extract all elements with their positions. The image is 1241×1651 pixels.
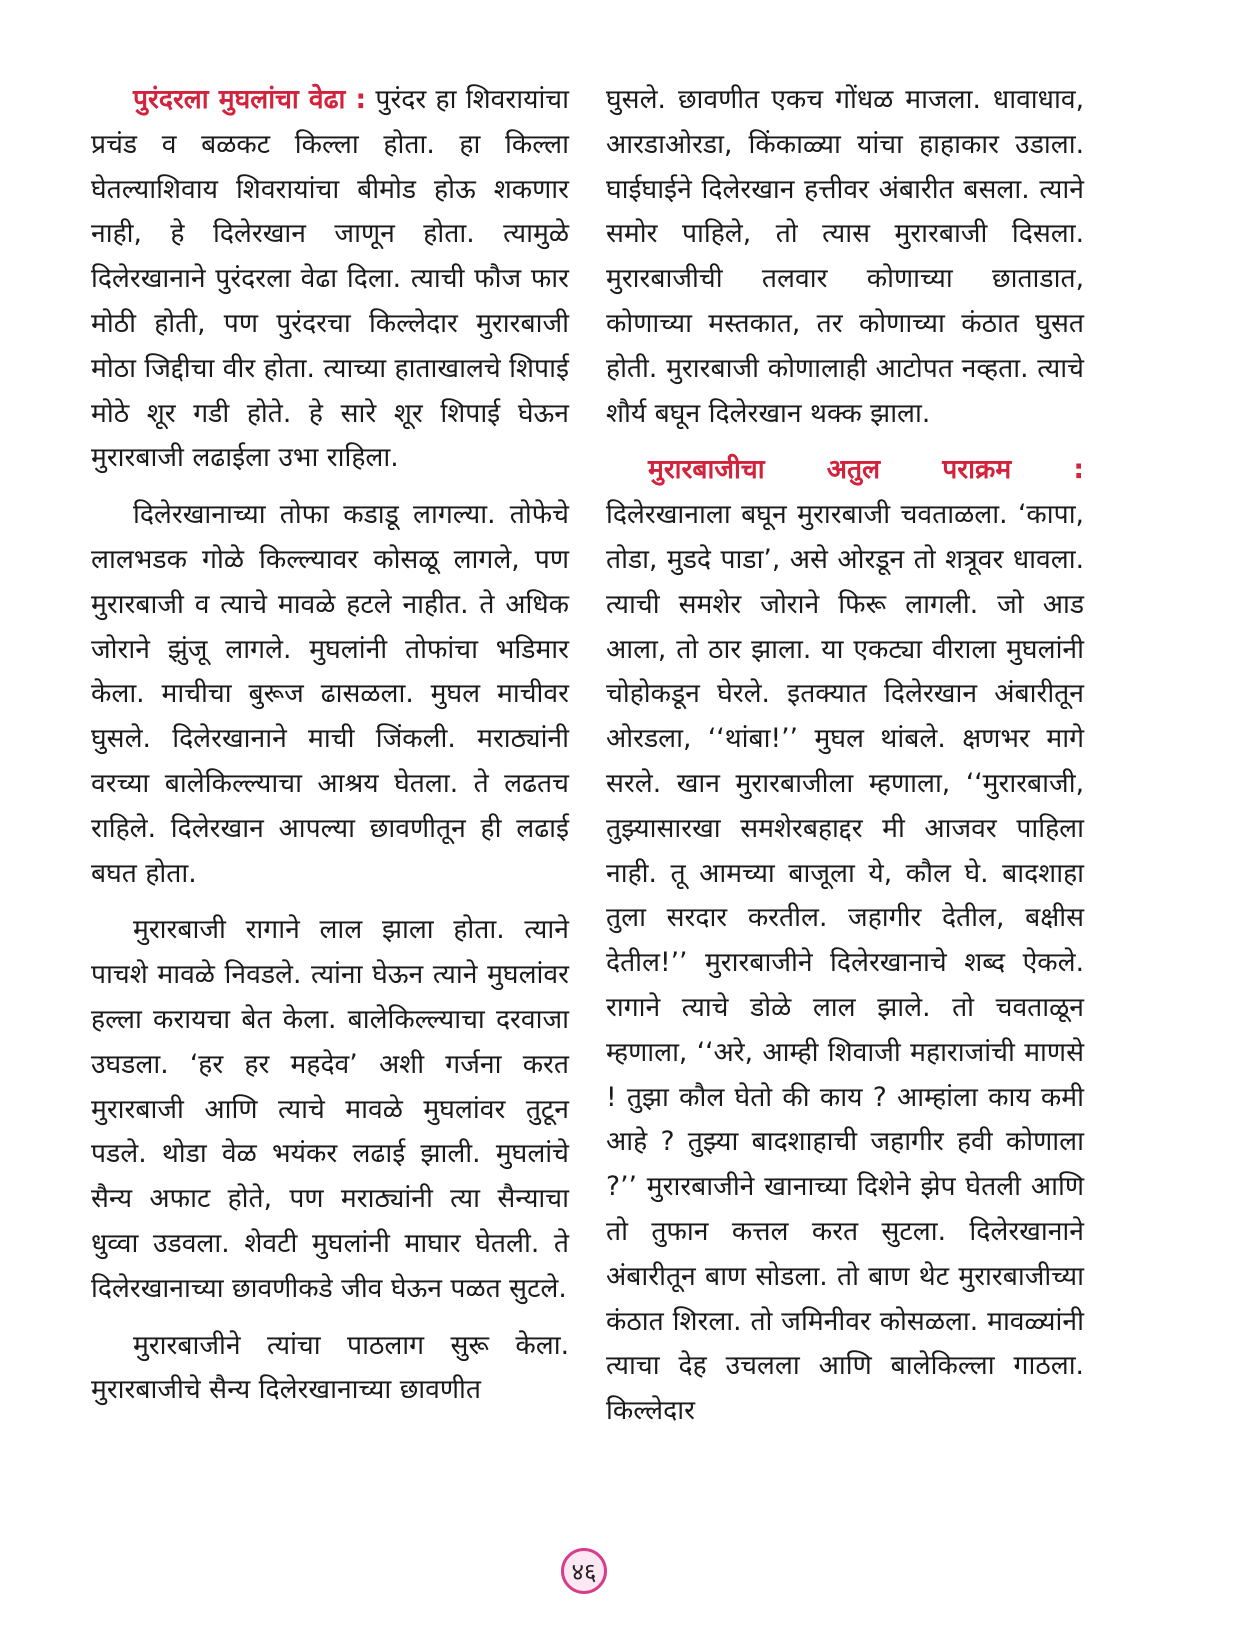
paragraph-purandar-siege: [91, 78, 569, 481]
heading-word: अतुल: [826, 454, 881, 486]
heading-word: मुरारबाजीचा: [648, 454, 765, 486]
paragraph-cannons: दिलेरखानाच्या तोफा कडाडू लागल्या. तोफेचे लालभडक गोळे किल्ल्यावर कोसळू लागले, पण मुरारबाजी व त्याचे मावळे हटले नाहीत. ते अधिक जोराने झुंजू लागले. मुघलांनी तोफांचा भडिमार केला. माचीचा बुरूज ढासळला. मुघल माचीवर घुसले. दिलेरखानाने माची जिंकली. मराठ्यांनी वरच्या बालेकिल्ल्याचा आश्रय घेतला. ते लढतच राहिले. दिलेरखान आपल्या छावणीतून ही लढाई बघत होता.: [91, 499, 569, 889]
paragraph-murarbaji-valour: दिलेरखानाला बघून मुरारबाजी चवताळला. ‘कापा, तोडा, मुडदे पाडा’, असे ओरडून तो शत्रूवर धावला. त्याची समशेर जोराने फिरू लागली. जो आड आला, तो ठार झाला. या एकट्या वीराला मुघलांनी चोहोकडून घेरले. इतक्यात दिलेरखान अंबारीतून ओरडला, ‘‘थांबा!’’ मुघल थांबले. क्षणभर मागे सरले. खान मुरारबाजीला म्हणाला, ‘‘मुरारबाजी, तुझ्यासारखा समशेरबहाद्दर मी आजवर पाहिला नाही. तू आमच्या बाजूला ये, कौल घे. बादशाहा तुला सरदार करतील. जहागीर देतील, बक्षीस देतील!’’ मुरारबाजीने दिलेरखानाचे शब्द ऐकले. रागाने त्याचे डोळे लाल झाले. तो चवताळून म्हणाला, ‘‘अरे, आम्ही शिवाजी महाराजांची माणसे ! तुझा कौल घेतो की काय ? आम्हांला काय कमी आहे ? तुझ्या बादशाहाची जहागीर हवी कोणाला ?’’ मुरारबाजीने खानाच्या दिशेने झेप घेतली आणि तो तुफान कत्तल करत सुटला. दिलेरखानाने अंबारीतून बाण सोडला. तो बाण थेट मुरारबाजीच्या कंठात शिरला. तो जमिनीवर कोसळला. मावळ्यांनी त्याचा देह उचलला आणि बालेकिल्ला गाठला. किल्लेदार: [606, 499, 1084, 1427]
paragraph-camp-chaos: घुसले. छावणीत एकच गोंधळ माजला. धावाधाव, आरडाओरडा, किंकाळ्या यांचा हाहाकार उडाला. घाईघाईने दिलेरखान हत्तीवर अंबारीत बसला. त्याने समोर पाहिले, तो त्यास मुरारबाजी दिसला. मुरारबाजीची तलवार कोणाच्या छाताडात, कोणाच्या मस्तकात, तर कोणाच्या कंठात घुसत होती. मुरारबाजी कोणालाही आटोपत नव्हता. त्याचे शौर्य बघून दिलेरखान थक्क झाला.: [606, 84, 1084, 429]
left-column: [91, 78, 569, 1425]
right-column: [606, 78, 1084, 1446]
page-number: ४६: [561, 1548, 607, 1594]
section-heading-murarbaji-valour: [606, 448, 1084, 493]
paragraph-pursuit: मुरारबाजीने त्यांचा पाठलाग सुरू केला. मुरारबाजीचे सैन्य दिलेरखानाच्या छावणीत: [91, 1329, 569, 1406]
paragraph-attack: मुरारबाजी रागाने लाल झाला होता. त्याने पाचशे मावळे निवडले. त्यांना घेऊन त्याने मुघलांवर हल्ला करायचा बेत केला. बालेकिल्ल्याचा दरवाजा उघडला. ‘हर हर महदेव’ अशी गर्जना करत मुरारबाजी आणि त्याचे मावळे मुघलांवर तुटून पडले. थोडा वेळ भयंकर लढाई झाली. मुघलांचे सैन्य अफाट होते, पण मराठ्यांनी त्या सैन्याचा धुव्वा उडवला. शेवटी मुघलांनी माघार घेतली. ते दिलेरखानाच्या छावणीकडे जीव घेऊन पळत सुटले.: [91, 914, 569, 1304]
section-heading-purandar-siege: पुरंदरला मुघलांचा वेढा :: [133, 84, 367, 115]
heading-word: :: [1073, 454, 1084, 486]
paragraph-text: पुरंदर हा शिवरायांचा प्रचंड व बळकट किल्ला होता. हा किल्ला घेतल्याशिवाय शिवरायांचा बीमोड होऊ शकणार नाही, हे दिलेरखान जाणून होता. त्यामुळे दिलेरखानाने पुरंदरला वेढा दिला. त्याची फौज फार मोठी होती, पण पुरंदरचा किल्लेदार मुरारबाजी मोठा जिद्दीचा वीर होता. त्याच्या हाताखालचे शिपाई मोठे शूर गडी होते. हे सारे शूर शिपाई घेऊन मुरारबाजी लढाईला उभा राहिला.: [91, 84, 569, 474]
heading-word: पराक्रम: [942, 454, 1012, 486]
